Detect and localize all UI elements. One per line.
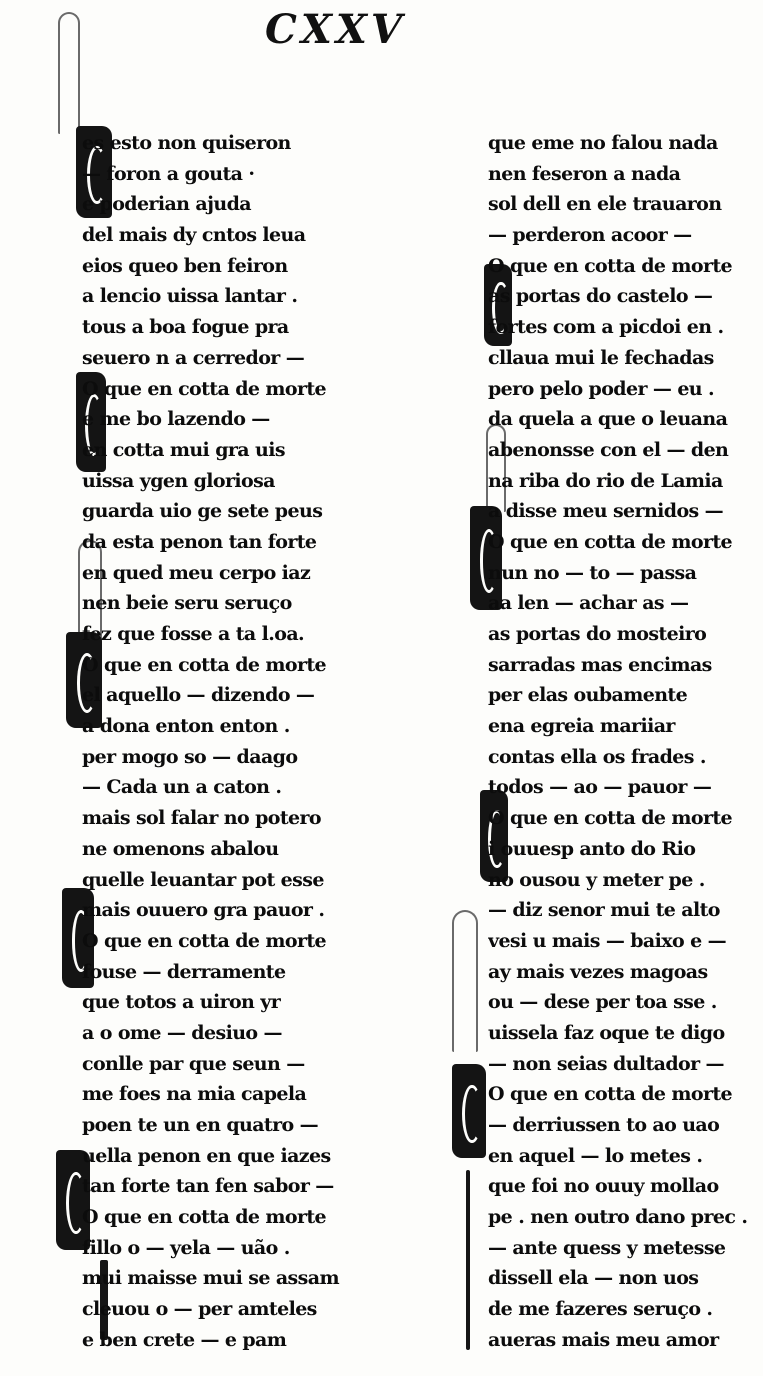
manuscript-line: — perderon acoor — xyxy=(488,224,692,247)
manuscript-line: fez que fosse a ta l.oa. xyxy=(82,623,305,645)
manuscript-line: as portas do mosteiro xyxy=(488,623,707,645)
manuscript-line: uissa ygen gloriosa xyxy=(82,469,275,492)
manuscript-line: i ouuesp anto do Rio xyxy=(488,837,696,860)
manuscript-line: conlle par que seun — xyxy=(82,1052,305,1075)
manuscript-line: e me bo lazendo — xyxy=(82,408,270,431)
manuscript-line: que totos a uiron yr xyxy=(82,991,281,1014)
manuscript-line: que foi no ouuy mollao xyxy=(488,1175,719,1198)
manuscript-line: quelle leuantar pot esse xyxy=(82,868,324,891)
flourish-ornament xyxy=(452,910,478,1052)
manuscript-line: as portas do castelo — xyxy=(488,285,713,308)
manuscript-line: del mais dy cntos leua xyxy=(82,224,306,247)
illuminated-initial xyxy=(452,1064,486,1158)
manuscript-line: per mogo so — daago xyxy=(82,745,298,768)
manuscript-line: es esto non quiseron xyxy=(82,132,291,154)
manuscript-line: — diz senor mui te alto xyxy=(488,899,720,922)
flourish-ornament xyxy=(58,12,80,134)
manuscript-line: ne omenons abalou xyxy=(82,837,279,860)
manuscript-line: da quela a que o leuana xyxy=(488,408,728,431)
manuscript-line: a o ome — desiuo — xyxy=(82,1021,282,1044)
manuscript-line: aa len — achar as — xyxy=(488,592,689,615)
manuscript-line: — ante quess y metesse xyxy=(488,1236,726,1259)
manuscript-line: cllaua mui le fechadas xyxy=(488,346,714,369)
manuscript-line: O que en cotta de morte xyxy=(488,1083,733,1106)
manuscript-line: ena egreia mariiar xyxy=(488,715,675,738)
manuscript-line: O que en cotta de morte xyxy=(82,929,327,952)
manuscript-line: uissela faz oque te digo xyxy=(488,1021,725,1044)
manuscript-line: ou — dese per toa sse . xyxy=(488,991,717,1014)
manuscript-line: O que en cotta de morte xyxy=(82,1206,327,1229)
manuscript-line: vesi u mais — baixo e — xyxy=(488,929,726,952)
rubric-stroke xyxy=(466,1170,470,1350)
manuscript-line: fillo o — yela — uão . xyxy=(82,1236,290,1259)
manuscript-line: — Cada un a caton . xyxy=(82,776,282,799)
manuscript-line: no ousou y meter pe . xyxy=(488,868,705,891)
manuscript-line: mais sol falar no potero xyxy=(82,807,321,830)
manuscript-line: poen te un en quatro — xyxy=(82,1114,318,1136)
manuscript-line: tous a boa fogue pra xyxy=(82,316,289,339)
manuscript-line: tan forte tan fen sabor — xyxy=(82,1175,334,1198)
manuscript-line: aueras mais meu amor xyxy=(488,1328,719,1351)
manuscript-line: a lencio uissa lantar . xyxy=(82,285,298,308)
manuscript-line: nen feseron a nada xyxy=(488,162,681,185)
manuscript-line: mui maisse mui se assam xyxy=(82,1267,339,1290)
manuscript-line: na riba do rio de Lamia xyxy=(488,469,723,492)
manuscript-line: dissell ela — non uos xyxy=(488,1267,699,1290)
manuscript-line: cleuou o — per amteles xyxy=(82,1298,317,1321)
manuscript-line: seuero n a cerredor — xyxy=(82,346,305,369)
manuscript-line: en aquel — lo metes . xyxy=(488,1144,703,1167)
manuscript-line: e poderian ajuda xyxy=(82,193,251,216)
manuscript-line: O que en cotta de morte xyxy=(82,377,327,400)
manuscript-line: sarradas mas encimas xyxy=(488,653,712,676)
manuscript-line: pe . nen outro dano prec . xyxy=(488,1206,748,1229)
manuscript-line: fouse — derramente xyxy=(82,960,286,983)
manuscript-line: sol dell en ele trauaron xyxy=(488,193,722,216)
manuscript-line: a disse meu sernidos — xyxy=(488,500,724,523)
manuscript-line: me foes na mia capela xyxy=(82,1083,307,1106)
folio-number: CXXV xyxy=(265,6,406,53)
manuscript-line: O que en cotta de morte xyxy=(488,254,733,277)
manuscript-line: — foron a gouta · xyxy=(82,162,255,185)
manuscript-line: ay mais vezes magoas xyxy=(488,960,708,983)
manuscript-line: per elas oubamente xyxy=(488,684,688,707)
manuscript-line: guarda uio ge sete peus xyxy=(82,500,323,523)
manuscript-line: abenonsse con el — den xyxy=(488,438,729,461)
manuscript-line: pero pelo poder — eu . xyxy=(488,377,715,400)
manuscript-line: — non seias dultador — xyxy=(488,1052,724,1075)
manuscript-line: eios queo ben feiron xyxy=(82,254,288,277)
manuscript-line: contas ella os frades . xyxy=(488,745,706,768)
manuscript-line: que eme no falou nada xyxy=(488,132,718,154)
manuscript-line: todos — ao — pauor — xyxy=(488,776,712,799)
manuscript-line: nun no — to — passa xyxy=(488,561,697,584)
manuscript-line: uella penon en que iazes xyxy=(82,1144,331,1167)
manuscript-line: mais ouuero gra pauor . xyxy=(82,899,325,922)
manuscript-line: O que en cotta de morte xyxy=(82,653,327,676)
manuscript-line: — derriussen to ao uao xyxy=(488,1114,720,1136)
right-text-column xyxy=(488,128,756,1356)
manuscript-line: en cotta mui gra uis xyxy=(82,438,285,461)
manuscript-line: O que en cotta de morte xyxy=(488,530,733,553)
manuscript-line: nen beie seru seruço xyxy=(82,592,292,615)
manuscript-line: O que en cotta de morte xyxy=(488,807,733,830)
manuscript-line: e ben crete — e pam xyxy=(82,1328,287,1351)
manuscript-line: de me fazeres seruço . xyxy=(488,1298,713,1321)
manuscript-line: el aquello — dizendo — xyxy=(82,684,315,707)
manuscript-line: fortes com a picdoi en . xyxy=(488,316,724,339)
manuscript-line: a dona enton enton . xyxy=(82,715,290,738)
manuscript-line: en qued meu cerpo iaz xyxy=(82,561,311,584)
left-text-column xyxy=(82,128,342,1356)
manuscript-line: da esta penon tan forte xyxy=(82,530,317,553)
